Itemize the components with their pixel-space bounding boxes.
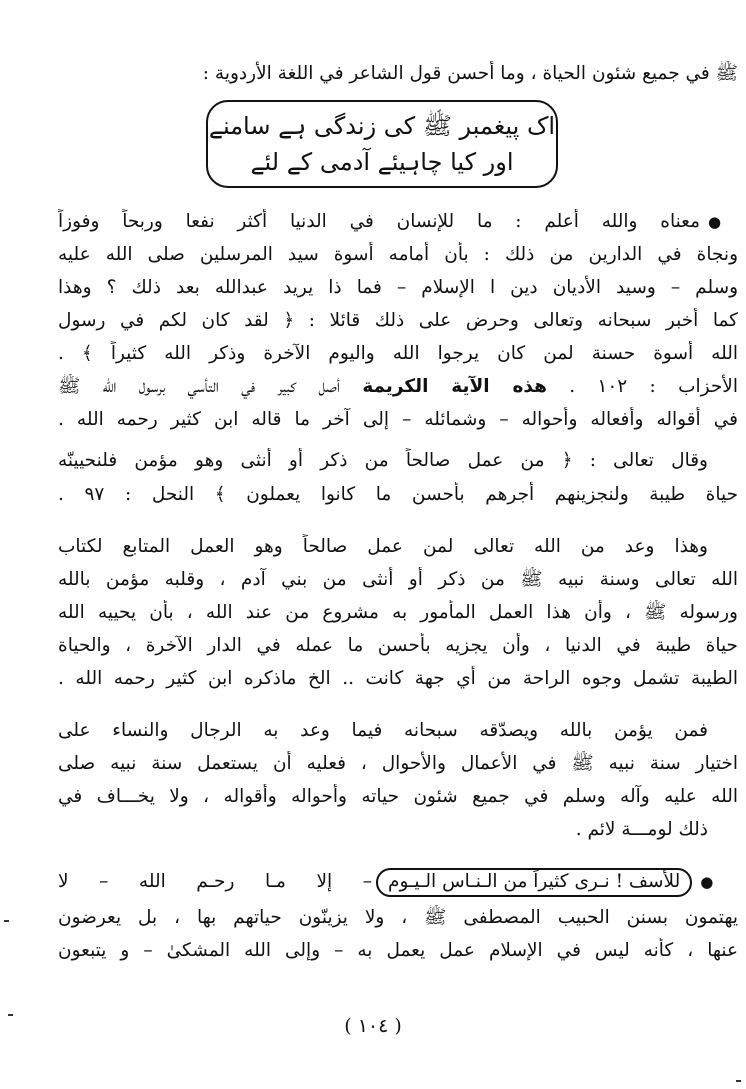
text-line-1: ﷺ في جميع شئون الحياة ، وما أحسن قول الشاعر في اللغة الأردوية :: [202, 63, 738, 84]
text-line-6: الله أسوة حسنة لمن كان يرجوا الله واليوم الآخرة وذكر الله كثيراً ﴾ .: [58, 343, 738, 364]
text-line-19: ذلك لومـــة لائم .: [575, 819, 708, 840]
ayah-label: هذه الآية الكريمة: [362, 376, 547, 397]
text-line-20: [58, 868, 738, 897]
urdu-poem-box: [206, 100, 558, 188]
poem-line-1: اک پیغمبر ﷺ کی زندگی ہے سامنے: [208, 112, 556, 140]
text-line-8: في أقواله وأفعاله وأحواله – وشمائله – إلى آخر ما قاله ابن كثير رحمه الله .: [58, 409, 738, 430]
text-line-12: الله تعالى وسنة نبيه ﷺ من ذكر أو أنثى من بني آدم ، وقلبه مؤمن بالله: [58, 569, 738, 590]
text-line-7: [58, 374, 738, 400]
scan-edge-mark: [736, 1080, 741, 1082]
text-line-13: ورسوله ﷺ ، وأن هذا العمل المأمور به مشروع من عند الله ، بأن يحييه الله: [58, 602, 738, 623]
text-line-15: الطيبة تشمل وجوه الراحة من أي جهة كانت .. الخ ماذكره ابن كثير رحمه الله .: [58, 668, 738, 689]
text-line-21: يهتمون بسنن الحبيب المصطفى ﷺ ، ولا يزينّون حياتهم بها ، بل يعرضون: [58, 907, 738, 928]
regret-highlight-pill: للأسف ! نـرى كثيراً من الـنـاس الـيـوم: [376, 868, 692, 897]
text-line-20-rest: – إلا مـا رحـم الله – لا: [58, 871, 372, 892]
text-line-5: كما أخبر سبحانه وتعالى وحرض على ذلك قائلا : ﴿ لقد كان لكم في رسول: [58, 310, 738, 331]
scan-edge-mark: [8, 1014, 13, 1016]
text-line-2-text: معناه والله أعلم : ما للإنسان في الدنيا أكثر نفعا وربحاً وفوزاً: [58, 211, 700, 232]
text-line-2: [58, 209, 738, 235]
poem-line-2: اور کیا چاہیئے آدمی کے لئے: [250, 148, 514, 176]
ahzab-ref: الأحزاب : ١٠٢ .: [569, 376, 738, 397]
text-line-7-rest: أصل كبير في التأسي برسول الله ﷺ: [58, 376, 340, 397]
text-line-3: ونجاة في الدارين من ذلك : بأن أمامه أسوة سيد المرسلين صلى الله عليه: [58, 244, 738, 265]
page-number: ( ١٠٤ ): [344, 1015, 402, 1037]
scan-edge-mark: [4, 920, 9, 922]
text-line-4: وسلم – وسيد الأديان دين ا الإسلام – فما ذا يريد عبدالله بعد ذلك ؟ وهذا: [58, 277, 738, 298]
text-line-11: وهذا وعد من الله تعالى لمن عمل صالحاً وهو العمل المتابع لكتاب: [58, 536, 708, 557]
text-line-22: عنها ، كأنه ليس في الإسلام عمل يعمل به – وإلى الله المشكىٰ – و يتبعون: [58, 940, 738, 961]
text-line-16: فمن يؤمن بالله ويصدّقه سبحانه فيما وعد به الرجال والنساء على: [58, 720, 708, 741]
text-line-14: حياة طيبة في الدنيا ، وأن يجزيه بأحسن ما عمله في الدار الآخرة ، والحياة: [58, 635, 738, 656]
text-line-17: اختيار سنة نبيه ﷺ في الأعمال والأحوال ، فعليه أن يستعمل سنة نبيه صلى: [58, 753, 738, 774]
text-line-10: حياة طيبة ولنجزينهم أجرهم بأحسن ما كانوا يعملون ﴾ النحل : ٩٧ .: [58, 484, 738, 505]
text-line-9: وقال تعالى : ﴿ من عمل صالحاً من ذكر أو أنثى وهو مؤمن فلنحيينّه: [58, 450, 708, 471]
text-line-18: الله عليه وآله وسلم في جميع شئون حياته وأحواله وأقواله ، ولا يخـــاف في: [58, 786, 738, 807]
